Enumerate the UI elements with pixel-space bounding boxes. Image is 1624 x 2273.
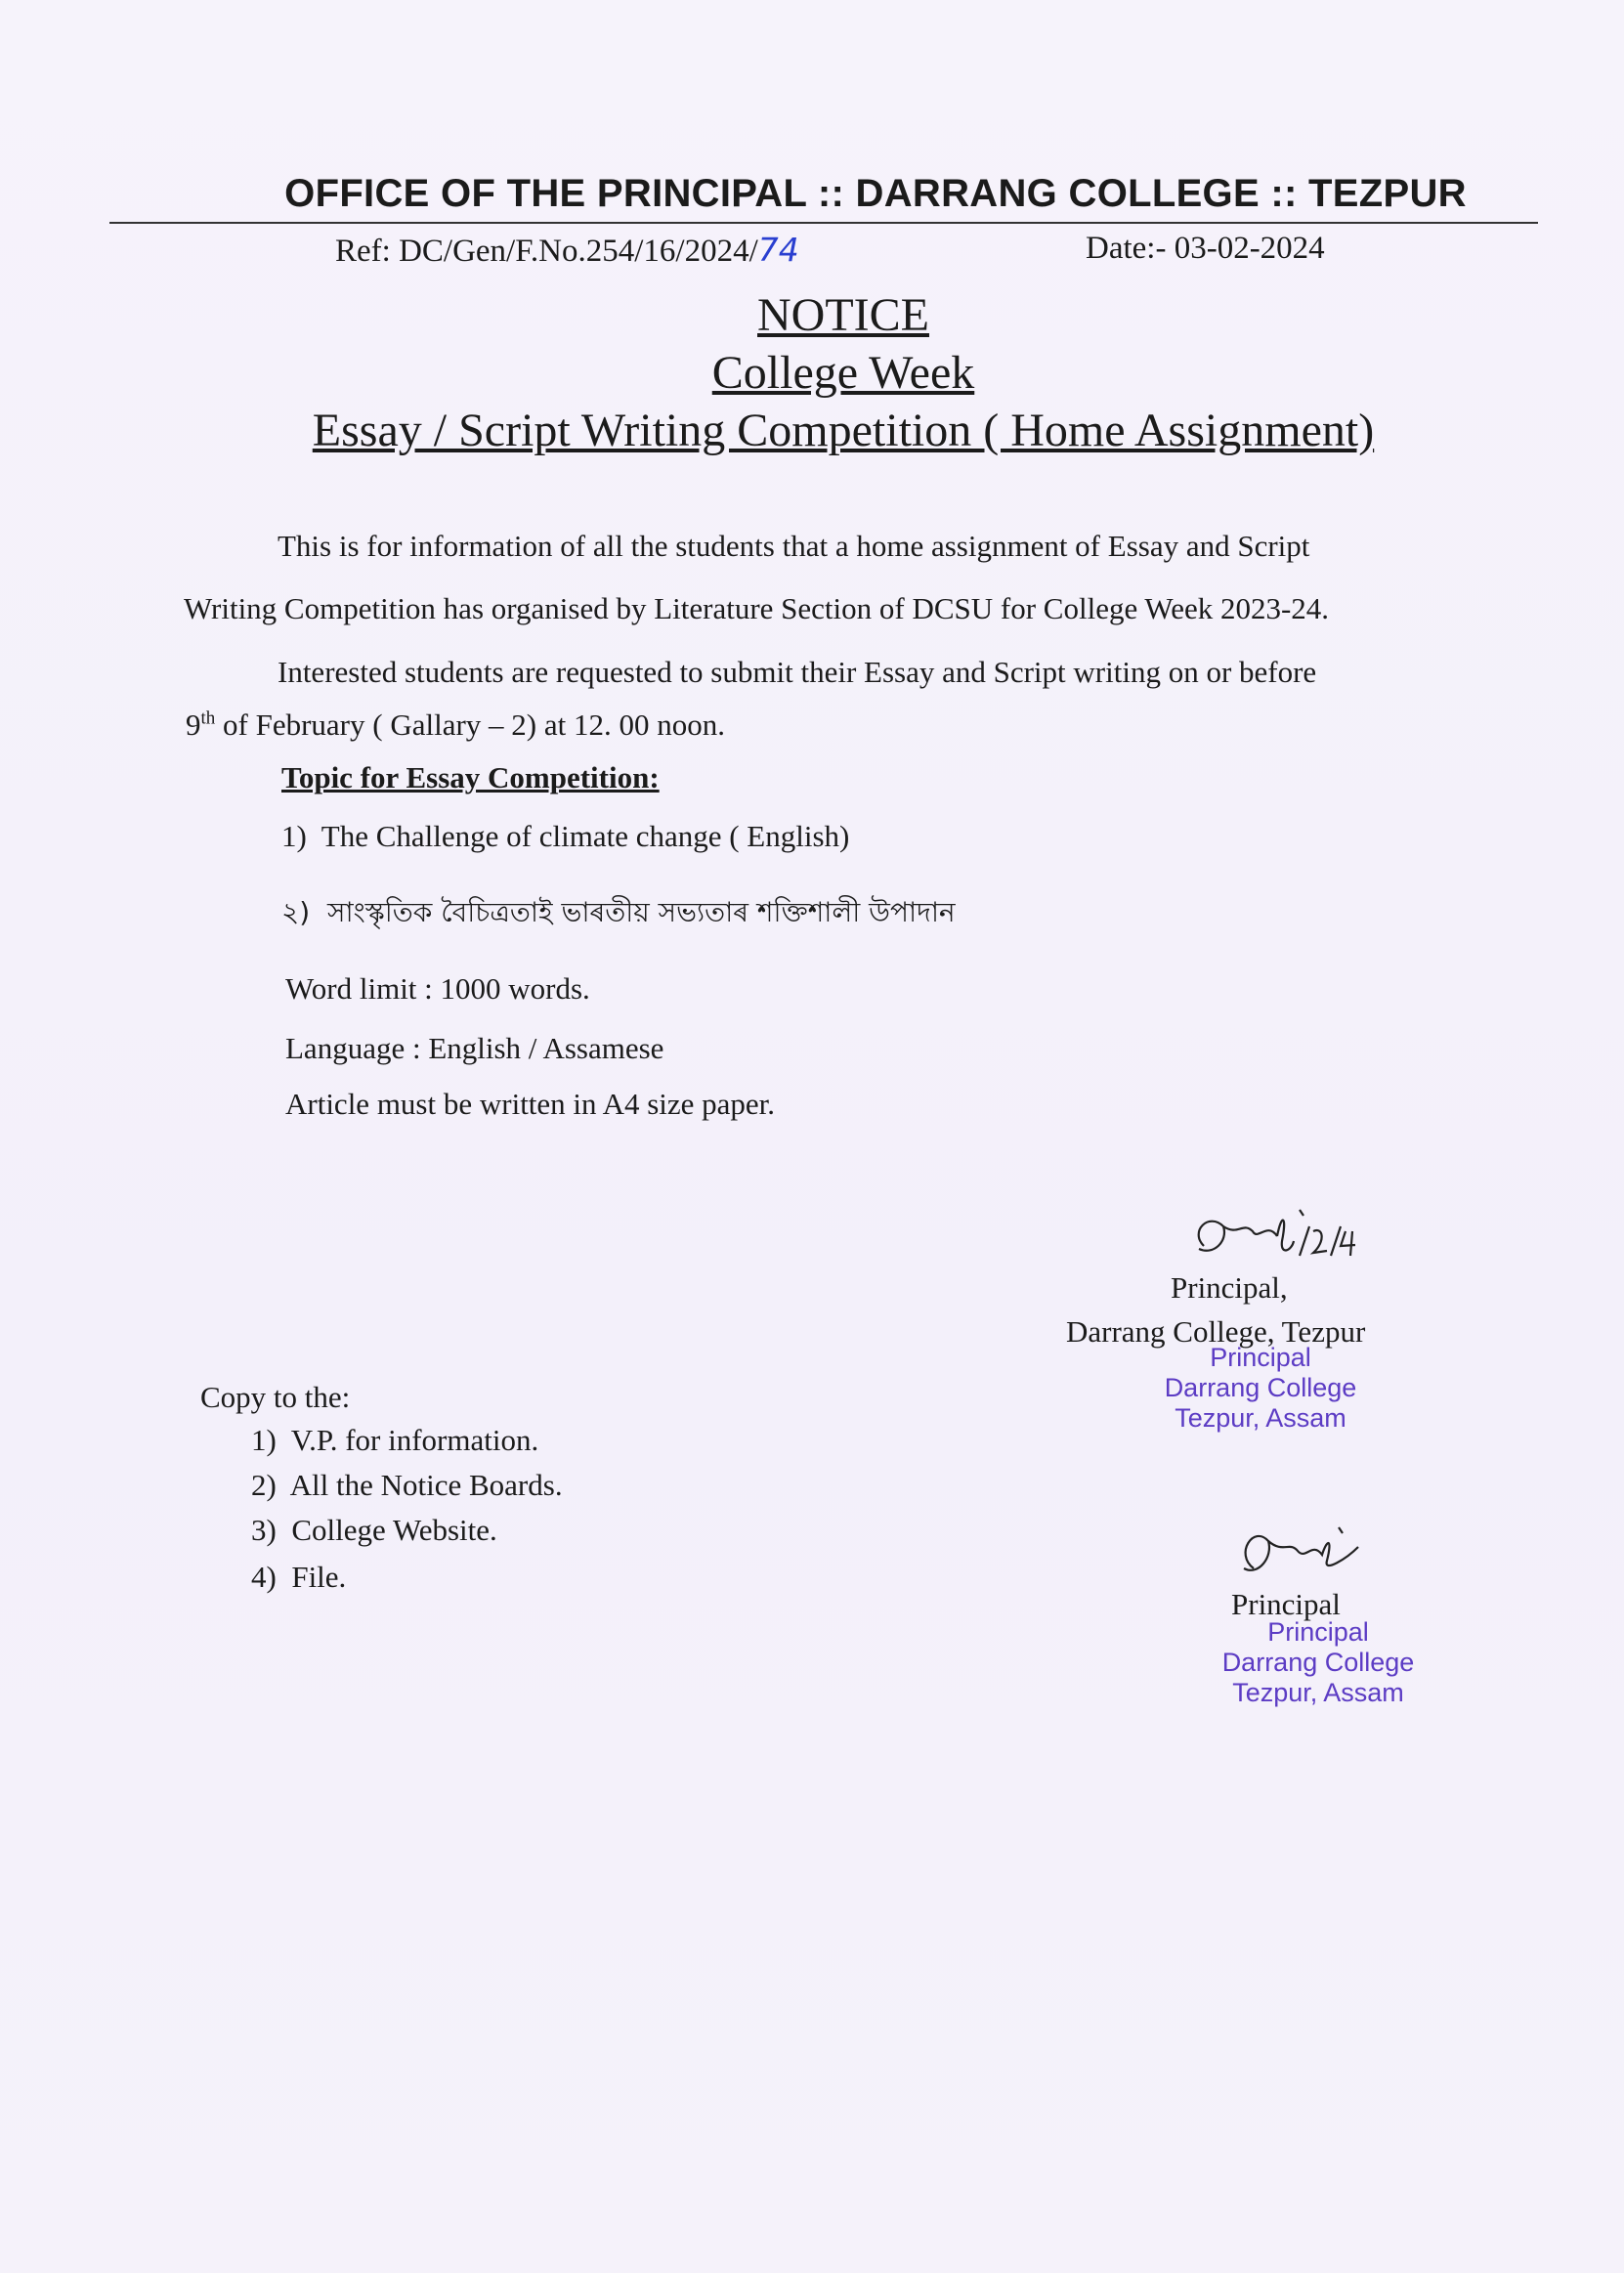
word-limit: Word limit : 1000 words.: [285, 971, 590, 1006]
principal-stamp-2: [1191, 1617, 1445, 1708]
paper-rule: Article must be written in A4 size paper.: [285, 1087, 776, 1121]
topic-heading: Topic for Essay Competition:: [281, 760, 660, 794]
copy-to-item: [251, 1560, 346, 1595]
para2-line1: Interested students are requested to submit their Essay and Script writing on or before: [278, 655, 1317, 689]
principal-college-1: Darrang College, Tezpur: [1066, 1314, 1366, 1349]
deadline-day: 9: [186, 708, 201, 742]
para1-line1: This is for information of all the students that a home assignment of Essay and Script: [278, 529, 1310, 563]
language-rule: Language : English / Assamese: [285, 1031, 664, 1065]
header-rule: [109, 222, 1538, 224]
signature-scribble: [1229, 1520, 1366, 1588]
topic-text: সাংস্কৃতিক বৈচিত্ৰতাই ভাৰতীয় সভ্যতাৰ শক্তিশালী উপাদান: [326, 896, 956, 928]
copy-to-number: 1): [251, 1423, 277, 1457]
topic-number: 1): [281, 819, 307, 853]
ref-prefix: Ref: DC/Gen/F.No.254/16/2024/: [335, 234, 758, 269]
competition-title: Essay / Script Writing Competition ( Home Assignment): [312, 405, 1375, 456]
copy-to-text: File.: [291, 1560, 347, 1594]
ref-handwritten-number: 74: [757, 231, 799, 269]
copy-to-text: College Website.: [291, 1513, 497, 1547]
principal-stamp-1: [1133, 1343, 1388, 1434]
copy-to-item: [251, 1468, 563, 1503]
para1-line2: Writing Competition has organised by Literature Section of DCSU for College Week 2023-24.: [184, 591, 1330, 625]
stamp-line: Principal: [1267, 1617, 1369, 1647]
stamp-line: Darrang College: [1221, 1648, 1415, 1677]
copy-to-number: 3): [251, 1513, 277, 1547]
stamp-line: Darrang College: [1164, 1373, 1357, 1402]
reference-number: [335, 231, 799, 270]
topic-item: [281, 819, 849, 854]
copy-to-heading: Copy to the:: [200, 1380, 351, 1414]
stamp-line: Tezpur, Assam: [1232, 1678, 1404, 1707]
stamp-line: Principal: [1210, 1343, 1311, 1372]
principal-title-1: Principal,: [1171, 1270, 1288, 1305]
copy-to-number: 2): [251, 1468, 277, 1502]
notice-title: NOTICE: [757, 289, 929, 341]
notice-date: Date:- 03-02-2024: [1086, 231, 1325, 266]
topic-text: The Challenge of climate change ( English): [321, 819, 850, 853]
deadline-day-suffix: th: [200, 708, 216, 729]
deadline-rest: of February ( Gallary – 2) at 12. 00 noon.: [215, 708, 725, 742]
office-heading-text: OFFICE OF THE PRINCIPAL :: DARRANG COLLEGE :: TEZPUR: [284, 172, 1467, 215]
signature-scribble: [1184, 1202, 1380, 1270]
para2-line2: [186, 708, 725, 743]
principal-title-2: Principal: [1231, 1587, 1341, 1621]
topic-item: [281, 891, 956, 937]
copy-to-number: 4): [251, 1560, 277, 1594]
principal-signature-1: [1184, 1202, 1380, 1275]
office-heading: [0, 172, 1624, 216]
copy-to-text: V.P. for information.: [290, 1423, 539, 1457]
principal-signature-2: [1229, 1520, 1366, 1593]
copy-to-item: [251, 1513, 497, 1548]
event-title: College Week: [711, 347, 975, 399]
topic-number: ২): [281, 896, 311, 928]
copy-to-text: All the Notice Boards.: [289, 1468, 563, 1502]
stamp-line: Tezpur, Assam: [1175, 1403, 1346, 1433]
copy-to-item: [251, 1423, 538, 1458]
